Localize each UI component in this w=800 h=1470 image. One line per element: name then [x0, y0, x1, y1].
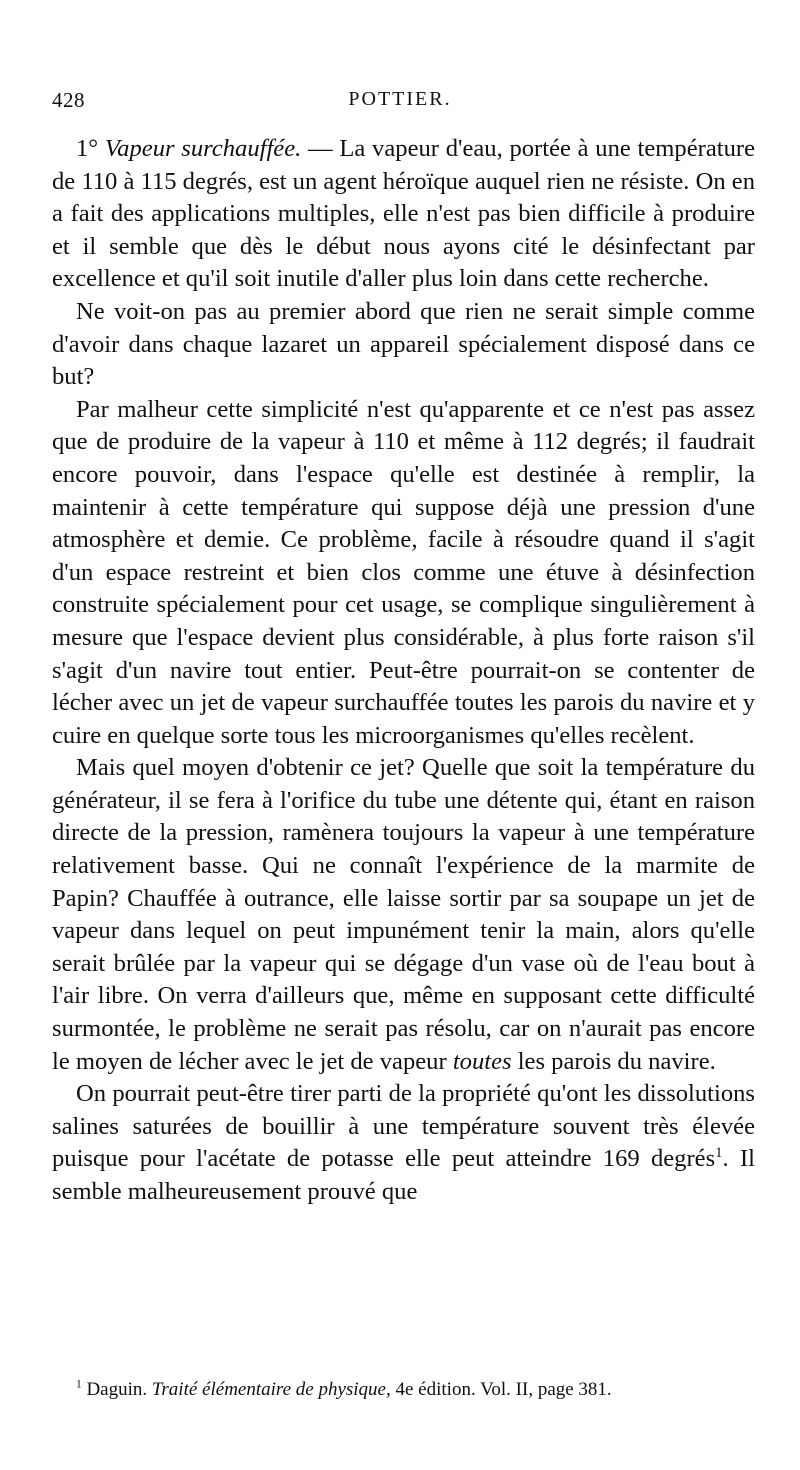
page-header [52, 88, 748, 118]
paragraph-4-text: Mais quel moyen d'obtenir ce jet? Quelle que soit la température du générateur, il se fera à l'orifice du tube une détente qui, étant en raison directe de la pression, ramènera toujours la vapeur à une température relativement basse. Qui ne connaît l'expérience de la marmite de Papin? Chauffée à outrance, elle laisse sortir par sa soupape un jet de vapeur dans lequel on peut impunément tenir la main, alors qu'elle serait brûlée par la vapeur qui se dégage d'un vase où de l'eau bout à l'air libre. On verra d'ailleurs que, même en supposant cette difficulté surmontée, le problème ne serait pas résolu, car on n'aurait pas encore le moyen de lécher avec le jet de vapeur [52, 754, 755, 1075]
footnote-mark: 1 [76, 1378, 82, 1391]
paragraph-1 [52, 133, 755, 296]
paragraph-5-text-end: . Il semble malheureusement prouvé que [52, 1145, 755, 1205]
paragraph-5 [52, 1078, 755, 1208]
paragraph-4-text-end: les parois du navire. [511, 1047, 716, 1075]
paragraph-5-text: On pourrait peut-être tirer parti de la propriété qu'ont les dissolutions salines saturées de bouillir à une température souvent très élevée puisque pour l'acétate de potasse elle peut atteindre 169 degrés [52, 1080, 755, 1173]
footnote-reference[interactable]: 1 [715, 1145, 723, 1162]
footnote-title: Traité élémentaire de physique, [151, 1379, 391, 1400]
paragraph-3: Par malheur cette simplicité n'est qu'apparente et ce n'est pas assez que de produire de la vapeur à 110 et même à 112 degrés; il faudrait encore pouvoir, dans l'espace qu'elle est destinée à remplir, la maintenir à cette température qui suppose déjà une pression d'une atmosphère et demie. Ce problème, facile à résoudre quand il s'agit d'un espace restreint et bien clos comme une étuve à désinfection construite spécialement pour cet usage, se complique singulièrement à mesure que l'espace devient plus considérable, à plus forte raison s'il s'agit d'un navire tout entier. Peut-être pourrait-on se contenter de lécher avec un jet de vapeur surchauffée toutes les parois du navire et y cuire en quelque sorte tous les microorganismes qu'elles recèlent. [52, 395, 755, 749]
section-title: Vapeur surchauffée. [104, 135, 302, 162]
paragraph-2: Ne voit-on pas au premier abord que rien ne serait simple comme d'avoir dans chaque lazaret un appareil spécialement disposé dans ce but? [52, 297, 755, 391]
emphasis-toutes: toutes [452, 1047, 512, 1075]
section-number: 1° [76, 135, 99, 162]
footnote-author: Daguin. [86, 1379, 148, 1400]
paragraph-1-text: — La vapeur d'eau, portée à une température de 110 à 115 degrés, est un agent héroïque auquel rien ne résiste. On en a fait des applications multiples, elle n'est pas bien difficile à produire et il semble que dès le début nous ayons cité le désinfectant par excellence et qu'il soit inutile d'aller plus loin dans cette recherche. [52, 135, 755, 293]
body-text [52, 133, 755, 1209]
running-head: POTTIER. [348, 88, 452, 110]
page-number: 428 [52, 88, 85, 112]
footnote [52, 1378, 755, 1402]
footnote-details: 4e édition. Vol. II, page 381. [395, 1379, 612, 1400]
paragraph-4 [52, 752, 755, 1078]
